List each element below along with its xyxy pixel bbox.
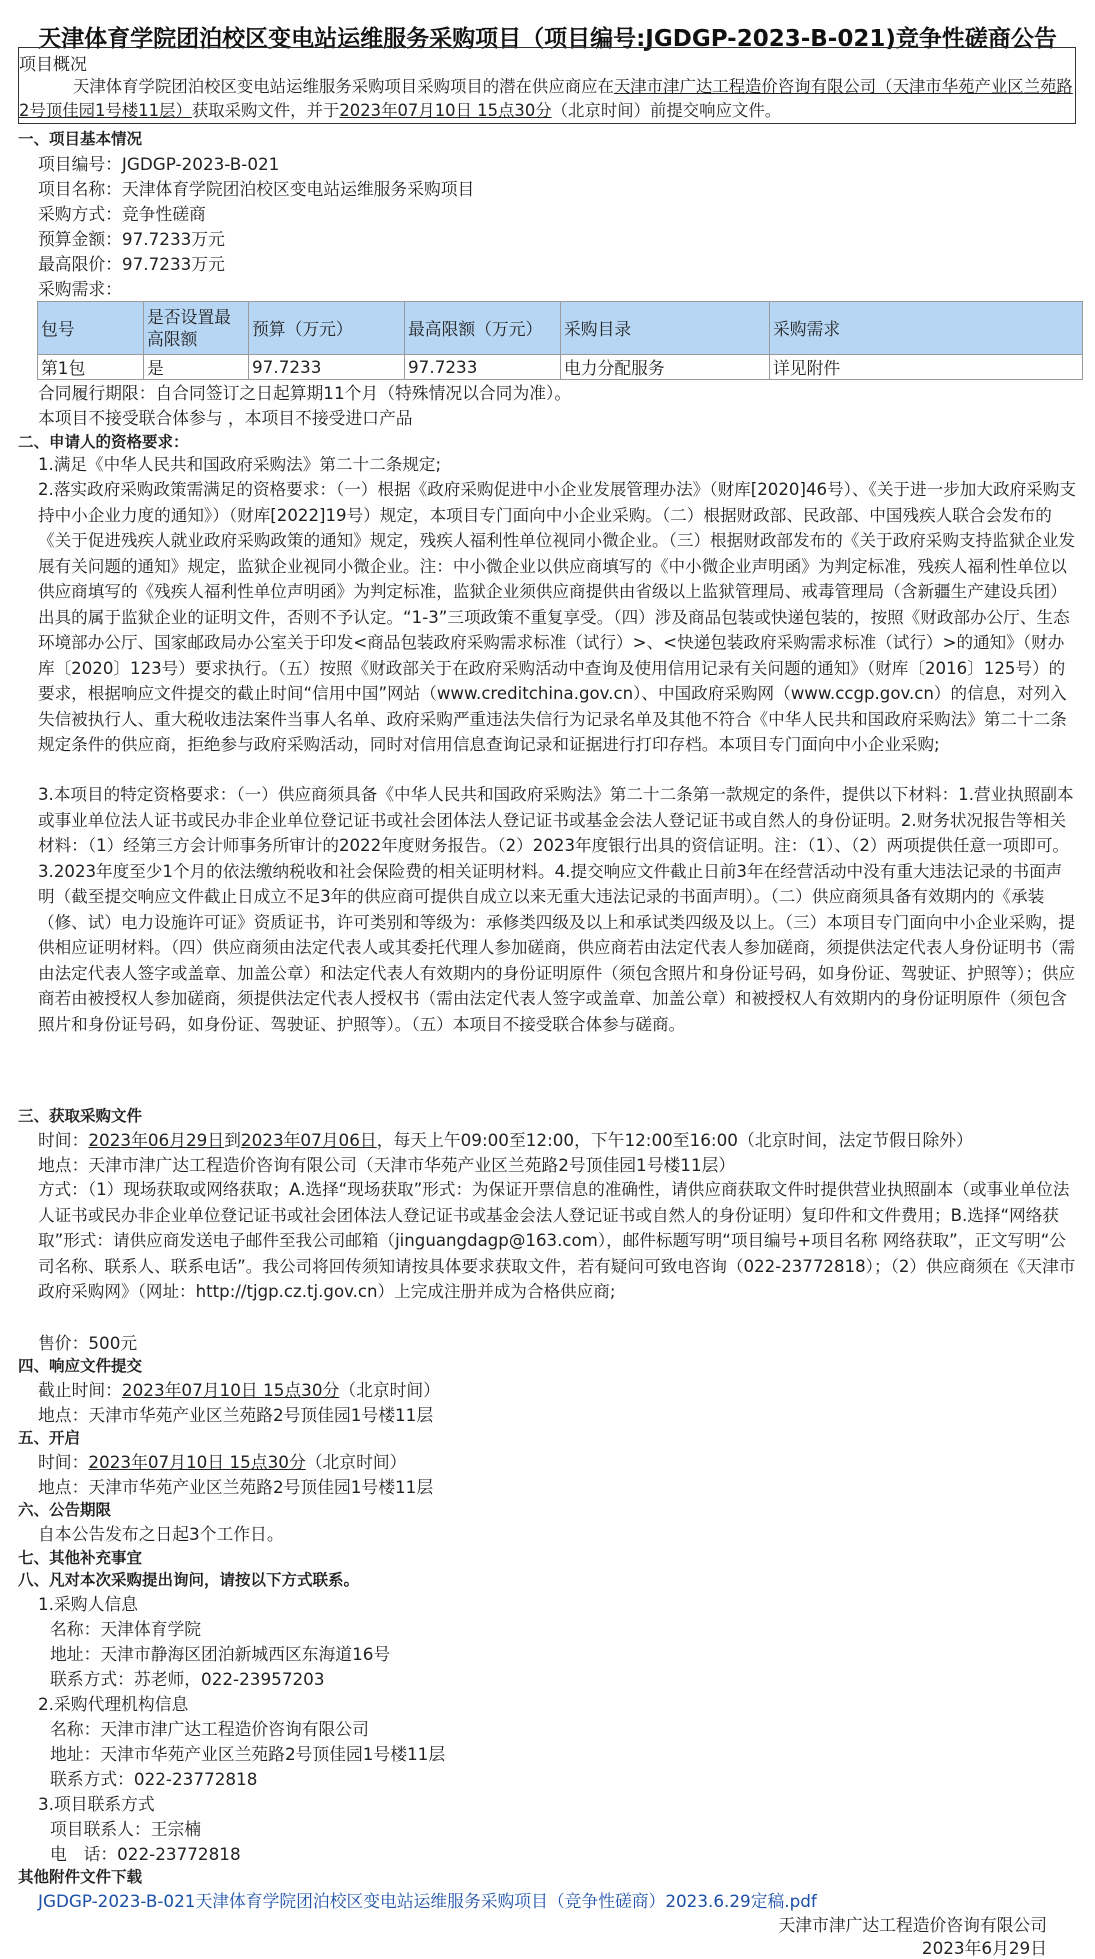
submission-deadline-value: 2023年07月10日 15点30分 <box>121 1380 340 1400</box>
section4-heading: 四、响应文件提交 <box>18 1357 143 1375</box>
agency-address: 地址：天津市华苑产业区兰苑路2号顶佳园1号楼11层 <box>50 1744 446 1764</box>
procurement-method: 采购方式：竞争性磋商 <box>38 204 206 224</box>
announcement-period: 自本公告发布之日起3个工作日。 <box>38 1524 284 1544</box>
overview-lead: 天津体育学院团泊校区变电站运维服务采购项目采购项目的潜在供应商应在 <box>73 77 614 96</box>
consortium-note: 本项目不接受联合体参与 ，本项目不接受进口产品 <box>38 408 413 428</box>
max-price: 最高限价：97.7233万元 <box>38 254 225 274</box>
overview-place: 天津市津广达工程造价咨询有限公司（天津市华苑产业区兰苑路2号顶佳园1号楼11层） <box>19 77 1073 120</box>
project-overview-box <box>18 47 1076 124</box>
opening-time-label: 时间： <box>38 1452 89 1472</box>
document-price: 售价：500元 <box>38 1333 138 1353</box>
budget-amount: 预算金额：97.7233万元 <box>38 229 225 249</box>
opening-time <box>38 1449 406 1473</box>
overview-deadline: 2023年07月10日 15点30分 <box>339 101 552 120</box>
project-contact-person: 项目联系人：王宗楠 <box>50 1819 202 1839</box>
obtain-time <box>38 1127 973 1151</box>
table-header-row <box>38 302 1083 355</box>
table-header: 最高限额（万元） <box>405 302 561 355</box>
agency-contact: 联系方式：022-23772818 <box>50 1769 258 1789</box>
table-cell: 第1包 <box>38 355 144 380</box>
qualification-3: 3.本项目的特定资格要求：（一）供应商须具备《中华人民共和国政府采购法》第二十二条第一款规定的条件，提供以下材料：1.营业执照副本或事业单位法人证书或民办非企业单位登记证书或社会团体法人登记证书或基金会法人登记证书或自然人的身份证明。2.财务状况报告等相关材料：（1）经第三方会计师事务所审计的2022年度财务报告。（2）2023年度银行出具的资信证明。注：（1）、（2）两项提供任意一项即可。3.2023年度至少1个月的依法缴纳税收和社会保险费的相关证明材料。4.提交响应文件截止日前3年在经营活动中没有重大违法记录的书面声明（截至提交响应文件截止日成立不足3年的供应商可提供自成立以来无重大违法记录的书面声明）。（二）供应商须具备有效期内的《承装（修、试）电力设施许可证》资质证书，许可类别和等级为：承修类四级及以上和承试类四级及以上。（三）本项目专门面向中小企业采购，提供相应证明材料。（四）供应商须由法定代表人或其委托代理人参加磋商，供应商若由法定代表人参加磋商，须提供法定代表人身份证明书（需由法定代表人签字或盖章、加盖公章）和法定代表人有效期内的身份证明原件（须包含照片和身份证号码，如身份证、驾驶证、护照等）；供应商若由被授权人参加磋商，须提供法定代表人授权书（需由法定代表人签字或盖章、加盖公章）和被授权人有效期内的身份证明原件（须包含照片和身份证号码，如身份证、驾驶证、护照等）。（五）本项目不接受联合体参与磋商。 <box>38 785 1076 1034</box>
table-row <box>38 355 1083 380</box>
section2-heading: 二、申请人的资格要求： <box>18 433 189 451</box>
obtain-time-tail: ，每天上午09:00至12:00，下午12:00至16:00（北京时间，法定节假日除外） <box>376 1130 973 1150</box>
obtain-place: 地点：天津市津广达工程造价咨询有限公司（天津市华苑产业区兰苑路2号顶佳园1号楼11层） <box>38 1155 736 1175</box>
overview-mid: 获取采购文件，并于 <box>191 101 340 120</box>
requirements-table <box>37 301 1083 380</box>
agency-name: 名称：天津市津广达工程造价咨询有限公司 <box>50 1719 369 1739</box>
contract-period: 合同履行期限：自合同签订之日起算期11个月（特殊情况以合同为准）。 <box>38 383 572 403</box>
project-name: 项目名称：天津体育学院团泊校区变电站运维服务采购项目 <box>38 179 475 199</box>
buyer-address: 地址：天津市静海区团泊新城西区东海道16号 <box>50 1644 391 1664</box>
attachments-heading: 其他附件文件下载 <box>18 1868 143 1886</box>
footer-date: 2023年6月29日 <box>921 1938 1047 1958</box>
opening-time-value: 2023年07月10日 15点30分 <box>88 1452 306 1472</box>
overview-heading: 项目概况 <box>19 55 87 75</box>
obtain-time-start: 2023年06月29日 <box>88 1130 225 1150</box>
overview-text <box>19 75 1073 123</box>
table-cell: 97.7233 <box>249 355 405 380</box>
section8-heading: 八、凡对本次采购提出询问，请按以下方式联系。 <box>18 1571 360 1589</box>
requirements-label: 采购需求： <box>38 279 122 299</box>
opening-time-tail: （北京时间） <box>305 1452 407 1472</box>
qualification-1: 1.满足《中华人民共和国政府采购法》第二十二条规定; <box>38 455 442 474</box>
submission-deadline-label: 截止时间： <box>38 1380 122 1400</box>
project-contact-phone: 电 话：022-23772818 <box>50 1844 241 1864</box>
submission-deadline-tail: （北京时间） <box>339 1380 440 1400</box>
table-cell: 97.7233 <box>405 355 561 380</box>
attachment-file-link[interactable]: JGDGP-2023-B-021天津体育学院团泊校区变电站运维服务采购项目（竞争性磋商）2023.6.29定稿.pdf <box>38 1891 817 1911</box>
section6-heading: 六、公告期限 <box>18 1501 112 1519</box>
buyer-name: 名称：天津体育学院 <box>50 1619 202 1639</box>
table-header: 包号 <box>38 302 144 355</box>
section7-heading: 七、其他补充事宜 <box>18 1549 143 1567</box>
agency-title: 2.采购代理机构信息 <box>38 1694 189 1714</box>
footer-organization: 天津市津广达工程造价咨询有限公司 <box>778 1915 1047 1935</box>
overview-tail: （北京时间）前提交响应文件。 <box>551 101 782 120</box>
obtain-time-end: 2023年07月06日 <box>240 1130 377 1150</box>
submission-deadline <box>38 1377 440 1401</box>
buyer-contact: 联系方式：苏老师，022-23957203 <box>50 1669 325 1689</box>
opening-place: 地点：天津市华苑产业区兰苑路2号顶佳园1号楼11层 <box>38 1477 434 1497</box>
obtain-time-to: 到 <box>224 1130 241 1150</box>
obtain-time-label: 时间： <box>38 1130 89 1150</box>
submission-place: 地点：天津市华苑产业区兰苑路2号顶佳园1号楼11层 <box>38 1405 434 1425</box>
table-cell: 是 <box>144 355 249 380</box>
table-header: 采购需求 <box>770 302 1083 355</box>
section3-heading: 三、获取采购文件 <box>18 1107 143 1125</box>
section1-heading: 一、项目基本情况 <box>18 130 143 148</box>
table-header: 是否设置最高限额 <box>144 302 249 355</box>
table-header: 预算（万元） <box>249 302 405 355</box>
table-header: 采购目录 <box>561 302 770 355</box>
table-cell: 电力分配服务 <box>561 355 770 380</box>
table-cell: 详见附件 <box>770 355 1083 380</box>
section5-heading: 五、开启 <box>18 1429 81 1447</box>
buyer-title: 1.采购人信息 <box>38 1594 138 1614</box>
obtain-method: 方式：（1）现场获取或网络获取；A.选择“现场获取”形式：为保证开票信息的准确性，请供应商获取文件时提供营业执照副本（或事业单位法人证书或民办非企业单位登记证书或社会团体法人登记证书或基金会法人登记证书或自然人的身份证明）复印件和文件费用；B.选择“网络获取”形式：请供应商发送电子邮件至我公司邮箱（jinguangdagp@163.com），邮件标题写明“项目编号+项目名称 网络获取”，正文写明“公司名称、联系人、联系电话”。我公司将回传须知请按具体要求获取文件，若有疑问可致电咨询（022-23772818）；（2）供应商须在《天津市政府采购网》（网址：http://tjgp.cz.tj.gov.cn）上完成注册并成为合格供应商; <box>38 1180 1076 1301</box>
page-title: 天津体育学院团泊校区变电站运维服务采购项目（项目编号:JGDGP-2023-B-021)竞争性磋商公告 <box>38 26 1057 52</box>
project-number: 项目编号：JGDGP-2023-B-021 <box>38 154 280 174</box>
qualification-2: 2.落实政府采购政策需满足的资格要求：（一）根据《政府采购促进中小企业发展管理办法》（财库[2020]46号）、《关于进一步加大政府采购支持中小企业力度的通知》）（财库[2022]19号）规定，本项目专门面向中小企业采购。（二）根据财政部、民政部、中国残疾人联合会发布的《关于促进残疾人就业政府采购政策的通知》规定，残疾人福利性单位视同小微企业。（三）根据财政部发布的《关于政府采购支持监狱企业发展有关问题的通知》规定，监狱企业视同小微企业。注：中小微企业以供应商填写的《中小微企业声明函》为判定标准，残疾人福利性单位以供应商填写的《残疾人福利性单位声明函》为判定标准，监狱企业须供应商提供由省级以上监狱管理局、戒毒管理局（含新疆生产建设兵团）出具的属于监狱企业的证明文件，否则不予认定。“1-3”三项政策不重复享受。（四）涉及商品包装或快递包装的，按照《财政部办公厅、生态环境部办公厅、国家邮政局办公室关于印发<商品包装政府采购需求标准（试行）>、<快递包装政府采购需求标准（试行）>的通知》（财办库〔2020〕123号）要求执行。（五）按照《财政部关于在政府采购活动中查询及使用信用记录有关问题的通知》（财库〔2016〕125号）的要求，根据响应文件提交的截止时间“信用中国”网站（www.creditchina.gov.cn）、中国政府采购网（www.ccgp.gov.cn）的信息，对列入失信被执行人、重大税收违法案件当事人名单、政府采购严重违法失信行为记录名单及其他不符合《中华人民共和国政府采购法》第二十二条规定条件的供应商，拒绝参与政府采购活动，同时对信用信息查询记录和证据进行打印存档。本项目专门面向中小企业采购; <box>38 480 1076 754</box>
project-contact-title: 3.项目联系方式 <box>38 1794 155 1814</box>
